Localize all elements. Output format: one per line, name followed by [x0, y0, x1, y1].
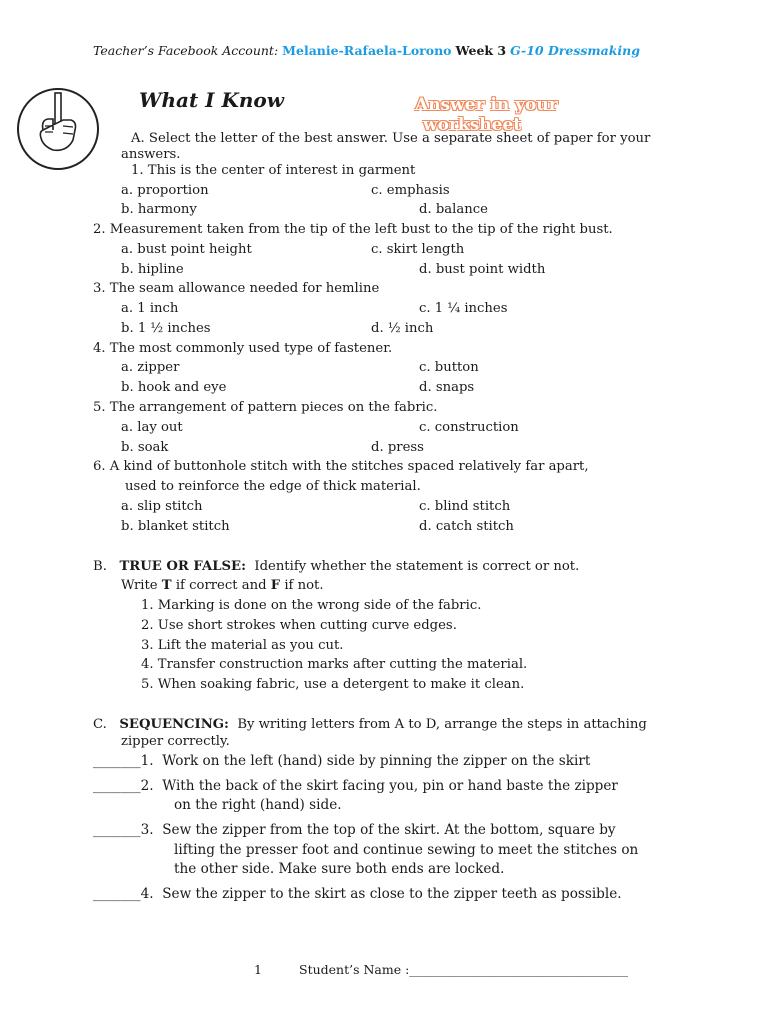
option-5c: c. construction	[419, 420, 519, 435]
tf-item-4: 4. Transfer construction marks after cutting the material.	[141, 657, 528, 672]
question-6: 6. A kind of buttonhole stitch with the stitches spaced relatively far apart,	[93, 459, 589, 474]
question-3: 3. The seam allowance needed for hemline	[93, 281, 380, 296]
part-a-instruction: A. Select the letter of the best answer. Use a separate sheet of paper for your	[131, 131, 651, 146]
seq-step-2: _______2. With the back of the skirt facing you, pin or hand baste the zipper	[93, 778, 618, 794]
week-label: Week 3	[455, 43, 507, 58]
part-b-heading: B. TRUE OR FALSE: Identify whether the statement is correct or not.	[93, 559, 580, 574]
account-name: Melanie-Rafaela-Lorono	[282, 43, 452, 58]
option-6a: a. slip stitch	[121, 499, 203, 514]
option-2a: a. bust point height	[121, 242, 252, 257]
option-3d: d. ½ inch	[371, 321, 434, 336]
option-1a: a. proportion	[121, 183, 209, 198]
student-name-field[interactable]: ___________________________________	[409, 962, 629, 977]
option-2b: b. hipline	[121, 262, 184, 277]
seq-step-1: _______1. Work on the left (hand) side by pinning the zipper on the skirt	[93, 753, 591, 769]
question-5: 5. The arrangement of pattern pieces on the fabric.	[93, 400, 438, 415]
tf-item-2: 2. Use short strokes when cutting curve edges.	[141, 618, 457, 633]
part-c-instruction-cont: zipper correctly.	[121, 734, 230, 749]
option-3a: a. 1 inch	[121, 301, 179, 316]
page-title: What I Know	[139, 88, 284, 112]
answer-stamp: Answer in your worksheet	[415, 95, 558, 135]
seq-step-2-cont: on the right (hand) side.	[174, 797, 342, 813]
subject-label: G-10 Dressmaking	[510, 43, 640, 58]
option-4d: d. snaps	[419, 380, 475, 395]
part-c-heading: C. SEQUENCING: By writing letters from A to D, arrange the steps in attaching	[93, 717, 647, 732]
question-1: 1. This is the center of interest in garment	[131, 163, 416, 178]
student-name-line: Student’s Name :___________________________________	[299, 962, 629, 977]
part-b-instruction: Write T if correct and F if not.	[121, 578, 324, 593]
option-5d: d. press	[371, 440, 424, 455]
seq-step-3-cont-2: the other side. Make sure both ends are locked.	[174, 861, 505, 877]
seq-step-3: _______3. Sew the zipper from the top of the skirt. At the bottom, square by	[93, 822, 616, 838]
account-label: Teacher’s Facebook Account	[93, 43, 274, 58]
option-4b: b. hook and eye	[121, 380, 227, 395]
seq-step-4: _______4. Sew the zipper to the skirt as close to the zipper teeth as possible.	[93, 886, 622, 902]
option-4a: a. zipper	[121, 360, 180, 375]
option-3b: b. 1 ½ inches	[121, 321, 211, 336]
option-6c: c. blind stitch	[419, 499, 511, 514]
option-1b: b. harmony	[121, 202, 197, 217]
page-header: Teacher’s Facebook Account: Melanie-Rafaela-Lorono Week 3 G-10 Dressmaking	[93, 43, 640, 58]
option-3c: c. 1 ¼ inches	[419, 301, 508, 316]
option-1d: d. balance	[419, 202, 488, 217]
option-4c: c. button	[419, 360, 479, 375]
question-6-cont: used to reinforce the edge of thick material.	[125, 479, 421, 494]
part-a-instruction-cont: answers.	[121, 147, 181, 162]
tf-item-3: 3. Lift the material as you cut.	[141, 638, 344, 653]
question-4: 4. The most commonly used type of fastener.	[93, 341, 393, 356]
tf-item-5: 5. When soaking fabric, use a detergent to make it clean.	[141, 677, 525, 692]
option-2d: d. bust point width	[419, 262, 546, 277]
seq-step-3-cont-1: lifting the presser foot and continue sewing to meet the stitches on	[174, 842, 639, 858]
page-number: 1	[254, 962, 262, 977]
tf-item-1: 1. Marking is done on the wrong side of the fabric.	[141, 598, 482, 613]
option-6d: d. catch stitch	[419, 519, 514, 534]
hand-pencil-icon	[15, 86, 101, 172]
question-2: 2. Measurement taken from the tip of the left bust to the tip of the right bust.	[93, 222, 613, 237]
option-6b: b. blanket stitch	[121, 519, 230, 534]
option-1c: c. emphasis	[371, 183, 450, 198]
option-5a: a. lay out	[121, 420, 183, 435]
option-5b: b. soak	[121, 440, 169, 455]
option-2c: c. skirt length	[371, 242, 465, 257]
